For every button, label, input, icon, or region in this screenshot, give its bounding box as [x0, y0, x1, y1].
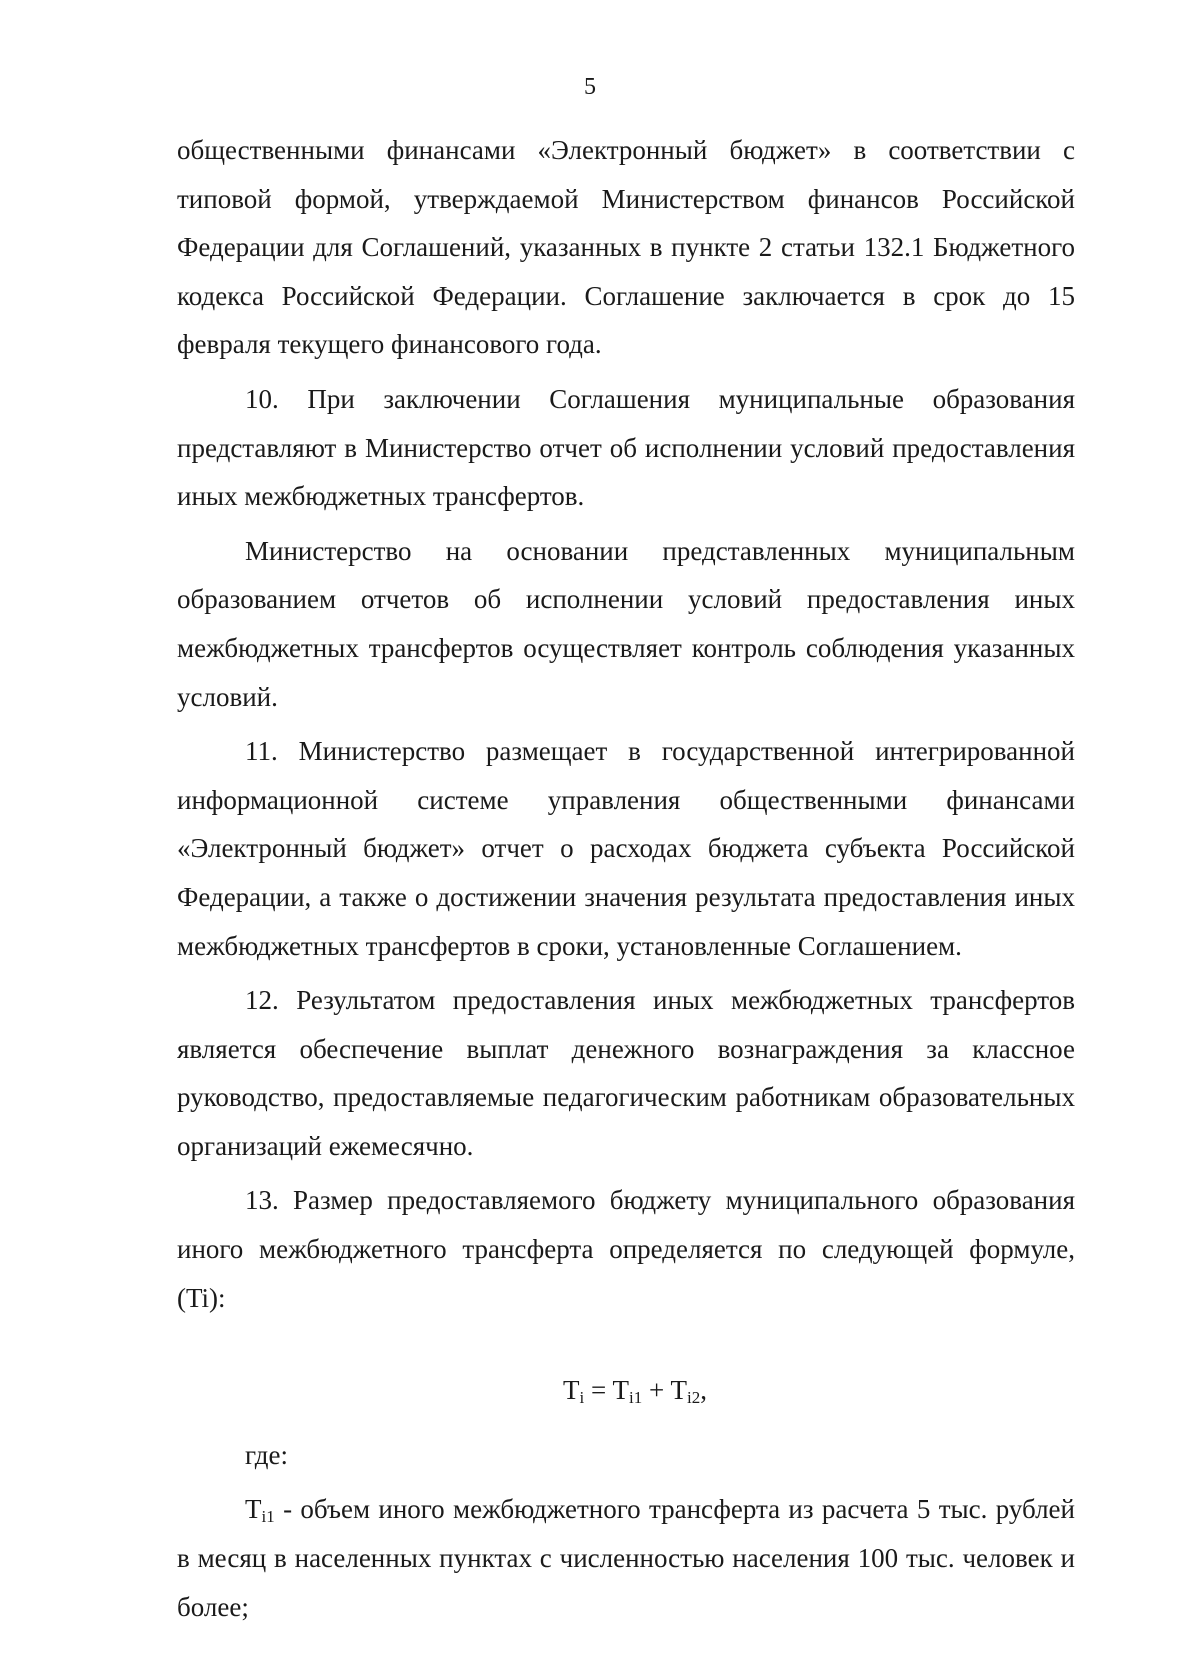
document-body [177, 126, 1075, 1631]
formula-plus: + [642, 1375, 671, 1406]
paragraph-item-11: 11. Министерство размещает в государственной интегрированной информационной системе управления общественными финансами «Электронный бюджет» отчет о расходах бюджета субъекта Российской Федерации, а также о достижении значения результата предоставления иных межбюджетных трансфертов в сроки, установленные Соглашением. [177, 736, 1075, 961]
definition-ti1 [177, 1485, 1075, 1631]
paragraph-control: Министерство на основании представленных муниципальным образованием отчетов об исполнении условий предоставления иных межбюджетных трансфертов осуществляет контроль соблюдения указанных условий. [177, 535, 1075, 712]
formula-lhs-base: T [563, 1375, 580, 1406]
formula-term2-base: T [670, 1375, 687, 1406]
paragraph-item-12: 12. Результатом предоставления иных межбюджетных трансфертов является обеспечение выплат денежного вознаграждения за классное руководство, предоставляемые педагогическим работникам образовательных организаций ежемесячно. [177, 985, 1075, 1161]
paragraph-item-10: 10. При заключении Соглашения муниципальные образования представляют в Министерство отчет об исполнении условий предоставления иных межбюджетных трансфертов. [177, 383, 1075, 512]
formula-tail: , [700, 1375, 707, 1406]
formula-term1-sub: i1 [629, 1388, 643, 1408]
formula-term1-base: T [612, 1375, 629, 1406]
paragraph-item-13: 13. Размер предоставляемого бюджету муниципального образования иного межбюджетного трансферта определяется по следующей формуле, (Ti): [177, 1185, 1075, 1313]
formula-lhs-sub: i [579, 1388, 585, 1408]
definition-text: - объем иного межбюджетного трансферта из расчета 5 тыс. рублей в месяц в населенных пунктах с численностью населения 100 тыс. человек и более; [177, 1494, 1075, 1622]
paragraph-continuation: общественными финансами «Электронный бюджет» в соответствии с типовой формой, утверждаемой Министерством финансов Российской Федерации для Соглашений, указанных в пункте 2 статьи 132.1 Бюджетного кодекса Российской Федерации. Соглашение заключается в срок до 15 февраля текущего финансового года. [177, 135, 1075, 360]
definition-symbol-base: T [245, 1494, 262, 1525]
formula-term2-sub: i2 [686, 1388, 701, 1408]
formula [177, 1366, 1075, 1415]
formula-equals: = [584, 1375, 613, 1406]
definition-symbol-sub: i1 [261, 1507, 275, 1527]
where-label: где: [245, 1439, 288, 1470]
page-number: 5 [584, 74, 596, 100]
